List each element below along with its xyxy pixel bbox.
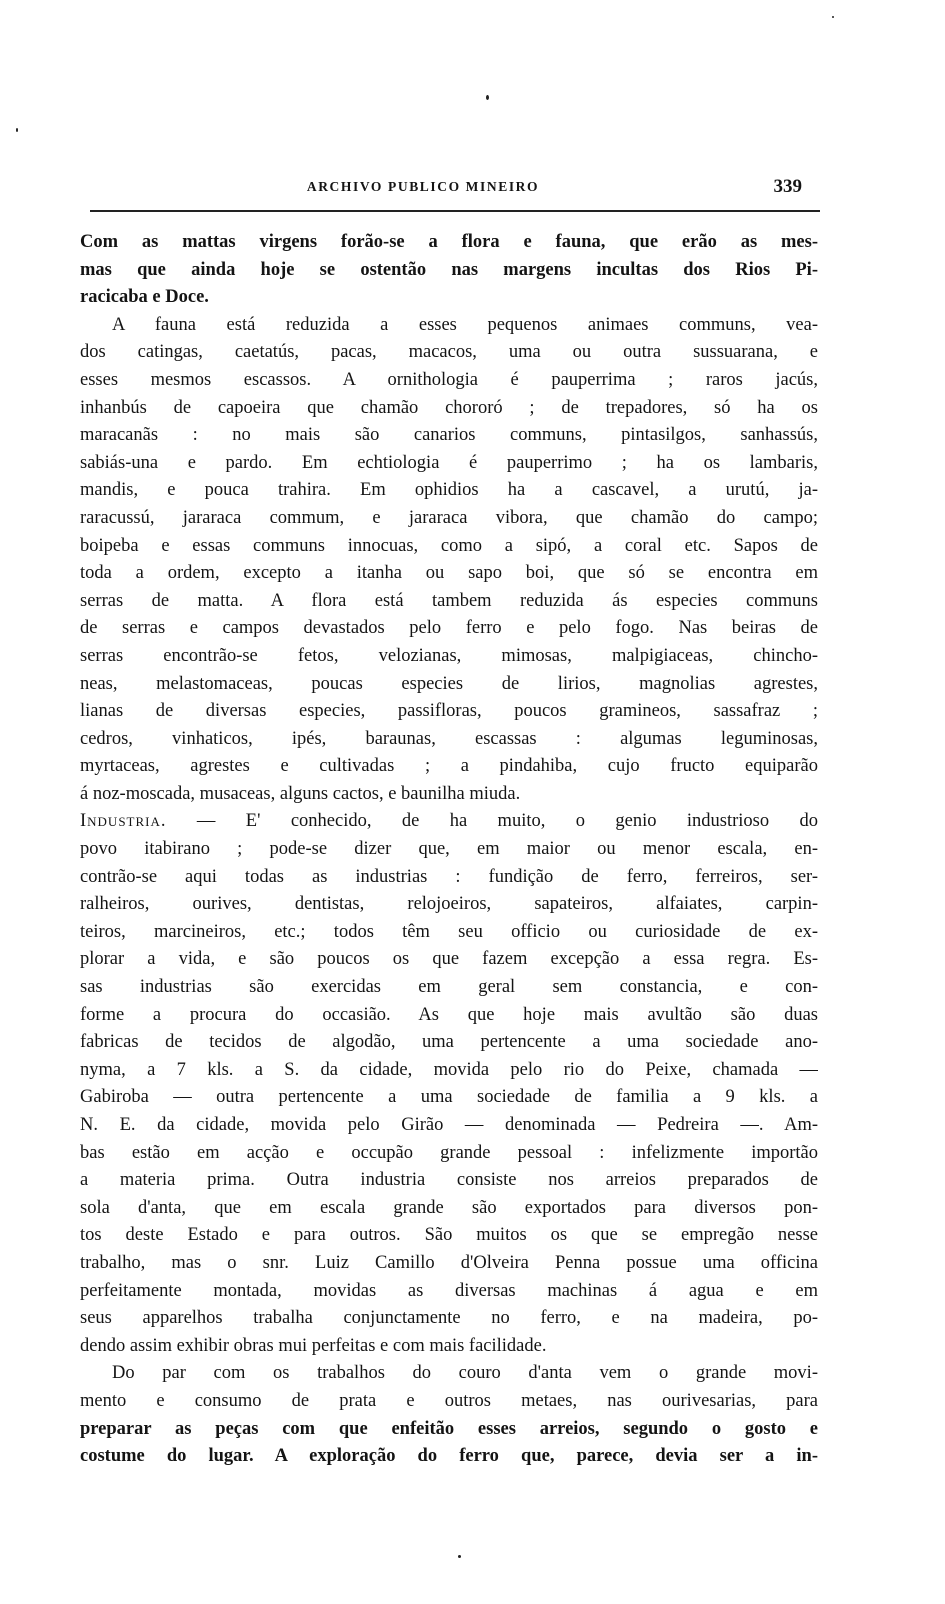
text-line: myrtaceas, agrestes e cultivadas ; a pindahiba, cujo fructo equiparão <box>80 756 818 777</box>
ink-speck <box>832 16 834 18</box>
text-line: trabalho, mas o snr. Luiz Camillo d'Olveira Penna possue uma officina <box>80 1252 818 1273</box>
text-line: Gabiroba — outra pertencente a uma sociedade de familia a 9 kls. a <box>80 1087 818 1108</box>
paragraph-industria <box>80 808 818 1360</box>
paragraph-flora-fauna <box>80 229 818 312</box>
text-line: costume do lugar. A exploração do ferro que, parece, devia ser a in- <box>80 1446 818 1467</box>
text-line: sola d'anta, que em escala grande são exportados para diversos pon- <box>80 1197 818 1218</box>
text-line: dendo assim exhibir obras mui perfeitas e com mais facilidade. <box>80 1335 547 1356</box>
text-line: de serras e campos devastados pelo ferro e pelo fogo. Nas beiras de <box>80 618 818 639</box>
ink-speck <box>16 128 18 132</box>
text-line: Do par com os trabalhos do couro d'anta vem o grande movi- <box>112 1363 818 1384</box>
text-line: Com as mattas virgens forão-se a flora e fauna, que erão as mes- <box>80 232 818 252</box>
text-line: preparar as peças com que enfeitão esses arreios, segundo o gosto e <box>80 1418 818 1439</box>
text-line: sabiás-una e pardo. Em echtiologia é pauperrimo ; ha os lambaris, <box>80 452 818 473</box>
text-line: teiros, marcineiros, etc.; todos têm seu officio ou curiosidade de ex- <box>80 921 818 942</box>
text-line: tos deste Estado e para outros. São muitos os que se empregão nesse <box>80 1225 818 1246</box>
text-line: A fauna está reduzida a esses pequenos animaes communs, vea- <box>112 314 818 335</box>
header-rule <box>90 210 820 212</box>
text-line: mandis, e pouca trahira. Em ophidios ha a cascavel, a urutú, ja- <box>80 480 818 501</box>
text-line: dos catingas, caetatús, pacas, macacos, uma ou outra sussuarana, e <box>80 342 818 363</box>
text-line: toda a ordem, excepto a itanha ou sapo boi, que só se encontra em <box>80 563 818 584</box>
text-line: esses mesmos escassos. A ornithologia é pauperrima ; raros jacús, <box>80 369 818 390</box>
text-line: seus apparelhos trabalha conjunctamente no ferro, e na madeira, po- <box>80 1308 818 1329</box>
text-line: serras encontrão-se fetos, velozianas, mimosas, malpigiaceas, chincho- <box>80 645 818 666</box>
text-line: forme a procura do occasião. As que hoje mais avultão são duas <box>80 1004 818 1025</box>
text-line-segment: — E' conhecido, de ha muito, o genio industrioso do <box>196 811 818 832</box>
ink-speck <box>458 1555 461 1558</box>
text-line: raracussú, jararaca commum, e jararaca vibora, que chamão do campo; <box>80 507 818 528</box>
text-line: bas estão em acção e occupão grande pessoal : infelizmente importão <box>80 1142 818 1163</box>
text-line: plorar a vida, e são poucos os que fazem excepção a essa regra. Es- <box>80 949 818 970</box>
text-line: povo itabirano ; pode-se dizer que, em maior ou menor escala, en- <box>80 839 818 860</box>
text-line: mas que ainda hoje se ostentão nas margens incultas dos Rios Pi- <box>80 259 818 280</box>
text-line: neas, melastomaceas, poucas especies de lirios, magnolias agrestes, <box>80 673 818 694</box>
text-line: serras de matta. A flora está tambem reduzida ás especies communs <box>80 590 818 611</box>
text-line: nyma, a 7 kls. a S. da cidade, movida pelo rio do Peixe, chamada — <box>80 1059 818 1080</box>
text-line: racicaba e Doce. <box>80 287 209 308</box>
ink-speck <box>486 95 489 100</box>
page-number: 339 <box>773 176 802 197</box>
section-heading-industria: Industria. <box>80 811 167 832</box>
running-head <box>78 172 824 208</box>
running-title: ARCHIVO PUBLICO MINEIRO <box>306 179 540 194</box>
paragraph-couro-prata <box>80 1360 818 1470</box>
text-line: á noz-moscada, musaceas, alguns cactos, e baunilha miuda. <box>80 783 521 804</box>
text-line: boipeba e essas communs innocuas, como a sipó, a coral etc. Sapos de <box>80 535 818 556</box>
text-line: perfeitamente montada, movidas as diversas machinas á agua e em <box>80 1280 818 1301</box>
text-line: mento e consumo de prata e outros metaes, nas ourivesarias, para <box>80 1390 818 1411</box>
text-line: contrão-se aqui todas as industrias : fundição de ferro, ferreiros, ser- <box>80 866 818 887</box>
text-line: fabricas de tecidos de algodão, uma pertencente a uma sociedade ano- <box>80 1032 818 1053</box>
text-line: a materia prima. Outra industria consiste nos arreios preparados de <box>80 1170 818 1191</box>
text-line: sas industrias são exercidas em geral sem constancia, e con- <box>80 977 818 998</box>
text-line: ralheiros, ourives, dentistas, relojoeiros, sapateiros, alfaiates, carpin- <box>80 894 818 915</box>
text-line: inhanbús de capoeira que chamão chororó ; de trepadores, só ha os <box>80 397 818 418</box>
text-line: cedros, vinhaticos, ipés, baraunas, escassas : algumas leguminosas, <box>80 728 818 749</box>
text-line: maracanãs : no mais são canarios communs, pintasilgos, sanhassús, <box>80 425 818 446</box>
text-line: N. E. da cidade, movida pelo Girão — denominada — Pedreira —. Am- <box>80 1115 818 1135</box>
paragraph-fauna <box>80 312 818 809</box>
body-text <box>80 229 818 1471</box>
text-line: lianas de diversas especies, passifloras, poucos gramineos, sassafraz ; <box>80 701 818 722</box>
text-line <box>80 808 818 836</box>
